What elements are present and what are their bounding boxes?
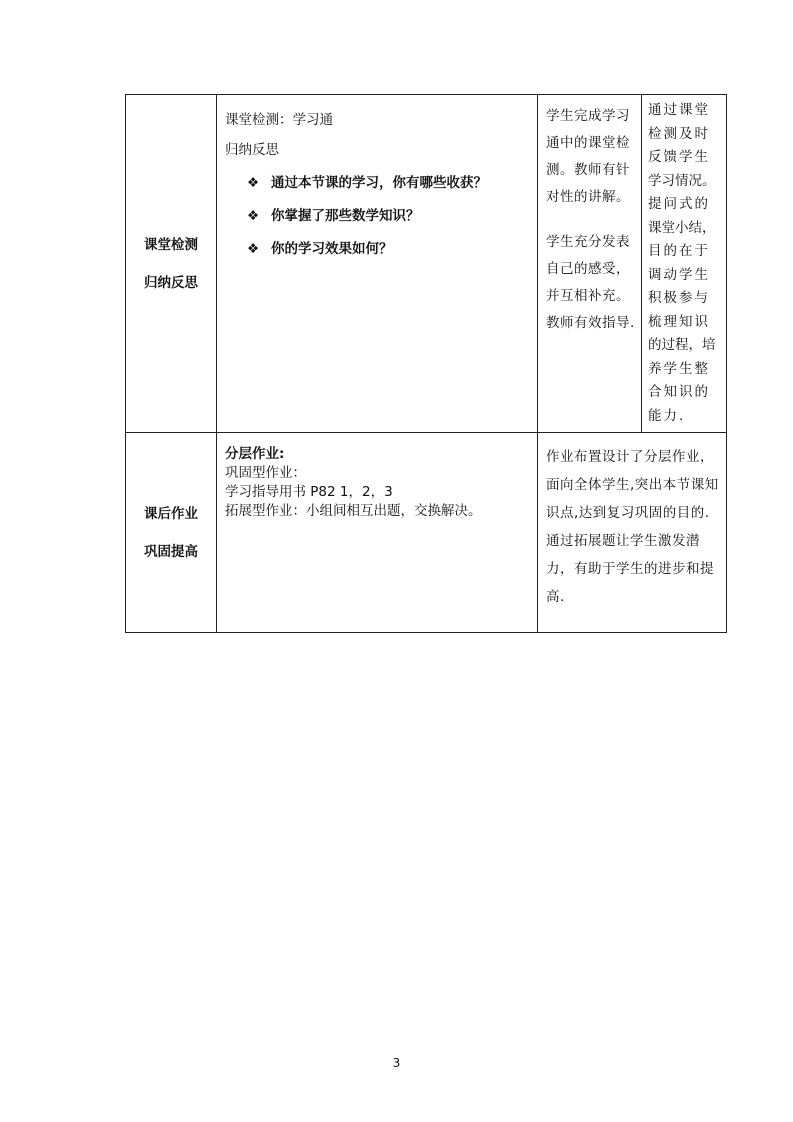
stage-label: 课堂检测 xyxy=(144,236,198,253)
page-number: 3 xyxy=(392,1056,401,1070)
list-item xyxy=(225,200,529,233)
table-row-homework xyxy=(126,433,727,633)
content-line: 课堂检测：学习通 xyxy=(225,112,333,128)
content-line: 归纳反思 xyxy=(225,142,279,158)
homework-line: 巩固型作业： xyxy=(225,465,306,481)
activity-line: 教师有效指导. xyxy=(546,315,635,331)
lesson-plan-table xyxy=(125,94,727,633)
reflection-question: 你掌握了那些数学知识？ xyxy=(271,208,420,224)
activity-line: 学生充分发表 xyxy=(546,234,630,250)
intent-line: 检测及时 xyxy=(648,125,710,142)
intent-line: 合知识的 xyxy=(648,384,710,400)
intent-line: 的过程，培 xyxy=(648,337,716,353)
activity-line: 对性的讲解。 xyxy=(546,189,630,205)
design-intent-cell xyxy=(642,95,727,433)
intent-line: 学习情况。 xyxy=(648,172,716,189)
stage-label: 课后作业 xyxy=(144,505,198,522)
intent-line: 能力. xyxy=(648,407,686,424)
stage-cell-check xyxy=(126,95,217,433)
stage-label: 归纳反思 xyxy=(144,274,198,291)
activity-line: 学生完成学习 xyxy=(546,108,630,124)
homework-content-cell xyxy=(217,433,538,633)
reflection-question-list xyxy=(225,167,529,266)
reflection-question: 你的学习效果如何？ xyxy=(271,241,393,257)
activity-line: 测。教师有针 xyxy=(546,162,630,178)
intent-line: 面向全体学生,突出本节课知 xyxy=(546,477,719,493)
spacer xyxy=(546,211,635,229)
activity-line: 自己的感受， xyxy=(546,261,630,277)
intent-line: 积极参与 xyxy=(648,290,710,306)
table-row-classroom-check xyxy=(126,95,727,433)
stage-label: 巩固提高 xyxy=(144,543,198,560)
intent-line: 梳理知识 xyxy=(648,313,710,330)
intent-line: 课堂小结， xyxy=(648,219,716,236)
activity-line: 通中的课堂检 xyxy=(546,135,630,151)
student-activity-cell xyxy=(538,95,642,433)
intent-line: 养学生整 xyxy=(648,360,710,377)
homework-intent-cell xyxy=(538,433,727,633)
list-item xyxy=(225,167,529,200)
list-item xyxy=(225,233,529,266)
intent-line: 调动学生 xyxy=(648,266,710,283)
intent-line: 提问式的 xyxy=(648,196,710,212)
stage-cell-homework xyxy=(126,433,217,633)
diamond-bullet-icon: ❖ xyxy=(247,175,260,191)
intent-line: 通过课堂 xyxy=(648,102,710,118)
activity-line: 并互相补充。 xyxy=(546,288,630,304)
intent-line: 目的在于 xyxy=(648,243,710,259)
reflection-question: 通过本节课的学习，你有哪些收获？ xyxy=(271,175,487,191)
intent-line: 识点,达到复习巩固的目的. xyxy=(546,505,710,521)
diamond-bullet-icon: ❖ xyxy=(247,241,260,257)
homework-line: 学习指导用书 P82 1，2，3 xyxy=(225,484,393,500)
homework-title: 分层作业: xyxy=(225,446,285,462)
intent-line: 反馈学生 xyxy=(648,149,710,165)
intent-line: 力，有助于学生的进步和提 xyxy=(546,561,714,577)
intent-line: 作业布置设计了分层作业， xyxy=(546,449,714,465)
content-cell-check xyxy=(217,95,538,433)
homework-line: 拓展型作业：小组间相互出题，交换解决。 xyxy=(225,503,482,519)
intent-line: 高. xyxy=(546,589,565,605)
intent-line: 通过拓展题让学生激发潜 xyxy=(546,533,700,549)
diamond-bullet-icon: ❖ xyxy=(247,208,260,224)
